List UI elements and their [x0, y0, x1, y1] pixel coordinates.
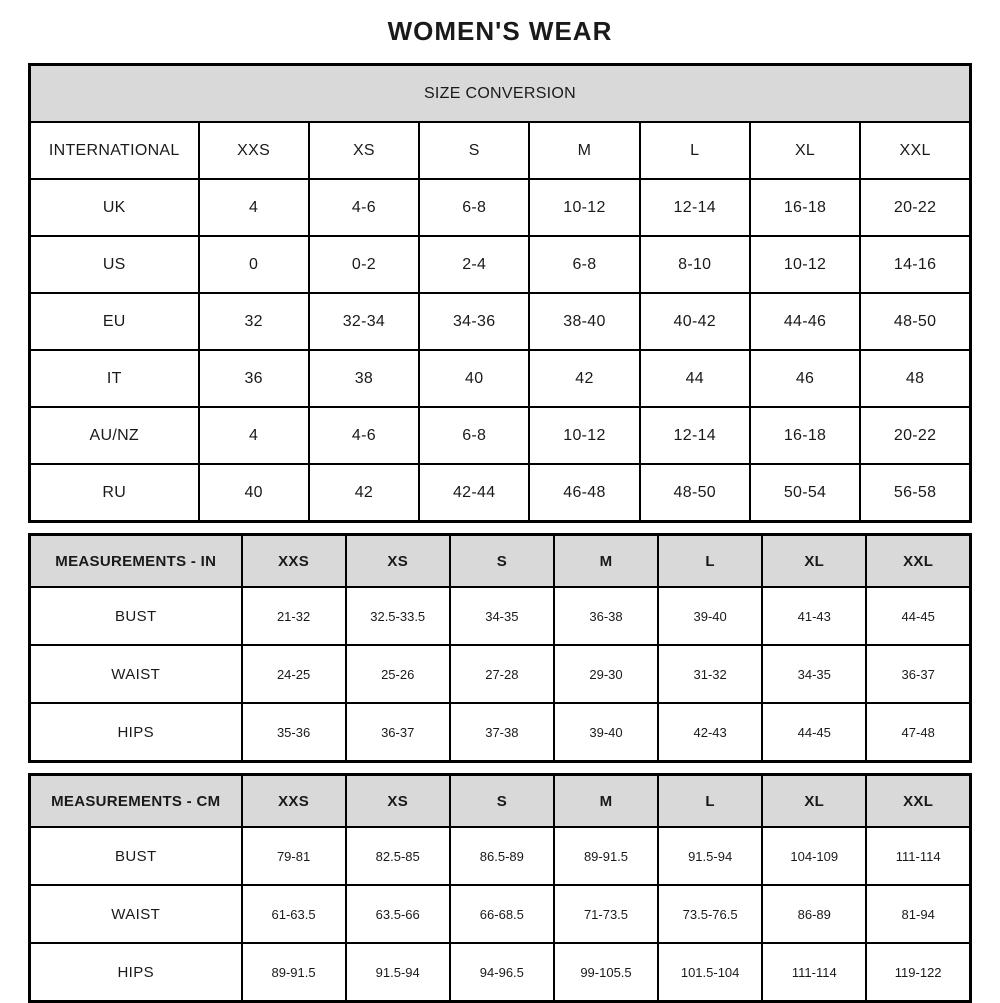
table-cell: 79-81 — [242, 827, 346, 885]
table-cell: 4 — [199, 179, 309, 236]
table-cell: 20-22 — [860, 179, 970, 236]
table-cell: 0 — [199, 236, 309, 293]
row-label: WAIST — [30, 885, 242, 943]
table-cell: 63.5-66 — [346, 885, 450, 943]
table-cell: 36-37 — [866, 645, 970, 703]
row-label: IT — [30, 350, 199, 407]
table-row — [30, 464, 971, 522]
row-label: RU — [30, 464, 199, 522]
table-cell: 38 — [309, 350, 419, 407]
table-cell: 48-50 — [640, 464, 750, 522]
column-header: XXL — [866, 535, 970, 588]
table-cell: 0-2 — [309, 236, 419, 293]
table-cell: 91.5-94 — [658, 827, 762, 885]
table-cell: 4-6 — [309, 179, 419, 236]
table-cell: 32-34 — [309, 293, 419, 350]
table-cell: 111-114 — [762, 943, 866, 1002]
table-cell: 82.5-85 — [346, 827, 450, 885]
table-cell: 111-114 — [866, 827, 970, 885]
column-header: M — [554, 535, 658, 588]
table-cell: 86.5-89 — [450, 827, 554, 885]
table-cell: 41-43 — [762, 587, 866, 645]
column-header: XXS — [242, 535, 346, 588]
table-cell: 101.5-104 — [658, 943, 762, 1002]
table-cell: 46 — [750, 350, 860, 407]
table-cell: 8-10 — [640, 236, 750, 293]
table-cell: 86-89 — [762, 885, 866, 943]
table-row — [30, 885, 971, 943]
table-row — [30, 943, 971, 1002]
table-cell: 73.5-76.5 — [658, 885, 762, 943]
table-cell: 31-32 — [658, 645, 762, 703]
table-cell: 20-22 — [860, 407, 970, 464]
column-header: XXL — [860, 122, 970, 179]
table-cell: 4-6 — [309, 407, 419, 464]
table-cell: 6-8 — [529, 236, 639, 293]
table-cell: 32.5-33.5 — [346, 587, 450, 645]
table-cell: 39-40 — [658, 587, 762, 645]
size-conversion-header-row — [30, 122, 971, 179]
table-cell: 44-45 — [866, 587, 970, 645]
table-cell: 89-91.5 — [554, 827, 658, 885]
table-row — [30, 407, 971, 464]
row-label: BUST — [30, 587, 242, 645]
column-header: XS — [309, 122, 419, 179]
column-header: XL — [762, 775, 866, 828]
measurements-cm-header-row — [30, 775, 971, 828]
column-header: XXS — [242, 775, 346, 828]
table-cell: 21-32 — [242, 587, 346, 645]
column-header: XXL — [866, 775, 970, 828]
table-cell: 56-58 — [860, 464, 970, 522]
column-header: S — [450, 775, 554, 828]
table-cell: 89-91.5 — [242, 943, 346, 1002]
table-cell: 48-50 — [860, 293, 970, 350]
table-cell: 10-12 — [529, 179, 639, 236]
table-cell: 16-18 — [750, 179, 860, 236]
row-label: US — [30, 236, 199, 293]
table-cell: 50-54 — [750, 464, 860, 522]
table-cell: 32 — [199, 293, 309, 350]
table-cell: 61-63.5 — [242, 885, 346, 943]
table-cell: 16-18 — [750, 407, 860, 464]
row-label: AU/NZ — [30, 407, 199, 464]
table-cell: 39-40 — [554, 703, 658, 762]
table-cell: 46-48 — [529, 464, 639, 522]
column-header: XL — [762, 535, 866, 588]
table-row — [30, 645, 971, 703]
table-cell: 2-4 — [419, 236, 529, 293]
table-row — [30, 293, 971, 350]
table-cell: 36-37 — [346, 703, 450, 762]
table-cell: 44-45 — [762, 703, 866, 762]
row-label: BUST — [30, 827, 242, 885]
table-cell: 37-38 — [450, 703, 554, 762]
table-cell: 40-42 — [640, 293, 750, 350]
table-cell: 44-46 — [750, 293, 860, 350]
table-cell: 34-35 — [450, 587, 554, 645]
measurements-in-table — [28, 533, 972, 763]
table-row — [30, 350, 971, 407]
table-cell: 44 — [640, 350, 750, 407]
table-cell: 99-105.5 — [554, 943, 658, 1002]
table-cell: 48 — [860, 350, 970, 407]
table-cell: 91.5-94 — [346, 943, 450, 1002]
table-cell: 81-94 — [866, 885, 970, 943]
row-label: UK — [30, 179, 199, 236]
column-header: S — [419, 122, 529, 179]
table-cell: 29-30 — [554, 645, 658, 703]
table-cell: 42-44 — [419, 464, 529, 522]
row-label: HIPS — [30, 703, 242, 762]
table-cell: 4 — [199, 407, 309, 464]
table-cell: 119-122 — [866, 943, 970, 1002]
table-cell: 6-8 — [419, 179, 529, 236]
column-header: M — [554, 775, 658, 828]
row-label: EU — [30, 293, 199, 350]
table-cell: 42 — [309, 464, 419, 522]
row-label: WAIST — [30, 645, 242, 703]
table-cell: 34-35 — [762, 645, 866, 703]
column-header: L — [658, 775, 762, 828]
table-cell: 71-73.5 — [554, 885, 658, 943]
table-cell: 66-68.5 — [450, 885, 554, 943]
table-cell: 12-14 — [640, 179, 750, 236]
column-header: MEASUREMENTS - IN — [30, 535, 242, 588]
table-cell: 24-25 — [242, 645, 346, 703]
table-cell: 10-12 — [750, 236, 860, 293]
table-cell: 36 — [199, 350, 309, 407]
size-conversion-title: SIZE CONVERSION — [30, 65, 971, 123]
table-cell: 6-8 — [419, 407, 529, 464]
table-row — [30, 179, 971, 236]
table-row — [30, 703, 971, 762]
table-cell: 12-14 — [640, 407, 750, 464]
column-header: XXS — [199, 122, 309, 179]
table-cell: 34-36 — [419, 293, 529, 350]
table-cell: 94-96.5 — [450, 943, 554, 1002]
table-cell: 38-40 — [529, 293, 639, 350]
column-header: M — [529, 122, 639, 179]
column-header: INTERNATIONAL — [30, 122, 199, 179]
table-row — [30, 827, 971, 885]
table-cell: 14-16 — [860, 236, 970, 293]
table-cell: 47-48 — [866, 703, 970, 762]
page-title: WOMEN'S WEAR — [387, 16, 613, 46]
table-cell: 42-43 — [658, 703, 762, 762]
column-header: XS — [346, 775, 450, 828]
size-conversion-table — [28, 63, 972, 523]
column-header: MEASUREMENTS - CM — [30, 775, 242, 828]
table-cell: 35-36 — [242, 703, 346, 762]
table-cell: 27-28 — [450, 645, 554, 703]
column-header: XL — [750, 122, 860, 179]
table-row — [30, 587, 971, 645]
table-cell: 36-38 — [554, 587, 658, 645]
column-header: L — [658, 535, 762, 588]
measurements-cm-table — [28, 773, 972, 1003]
table-cell: 42 — [529, 350, 639, 407]
column-header: XS — [346, 535, 450, 588]
table-row — [30, 236, 971, 293]
column-header: L — [640, 122, 750, 179]
table-cell: 40 — [419, 350, 529, 407]
column-header: S — [450, 535, 554, 588]
table-cell: 40 — [199, 464, 309, 522]
table-cell: 10-12 — [529, 407, 639, 464]
size-conversion-title-row — [30, 65, 971, 123]
table-cell: 104-109 — [762, 827, 866, 885]
row-label: HIPS — [30, 943, 242, 1002]
table-cell: 25-26 — [346, 645, 450, 703]
measurements-in-header-row — [30, 535, 971, 588]
